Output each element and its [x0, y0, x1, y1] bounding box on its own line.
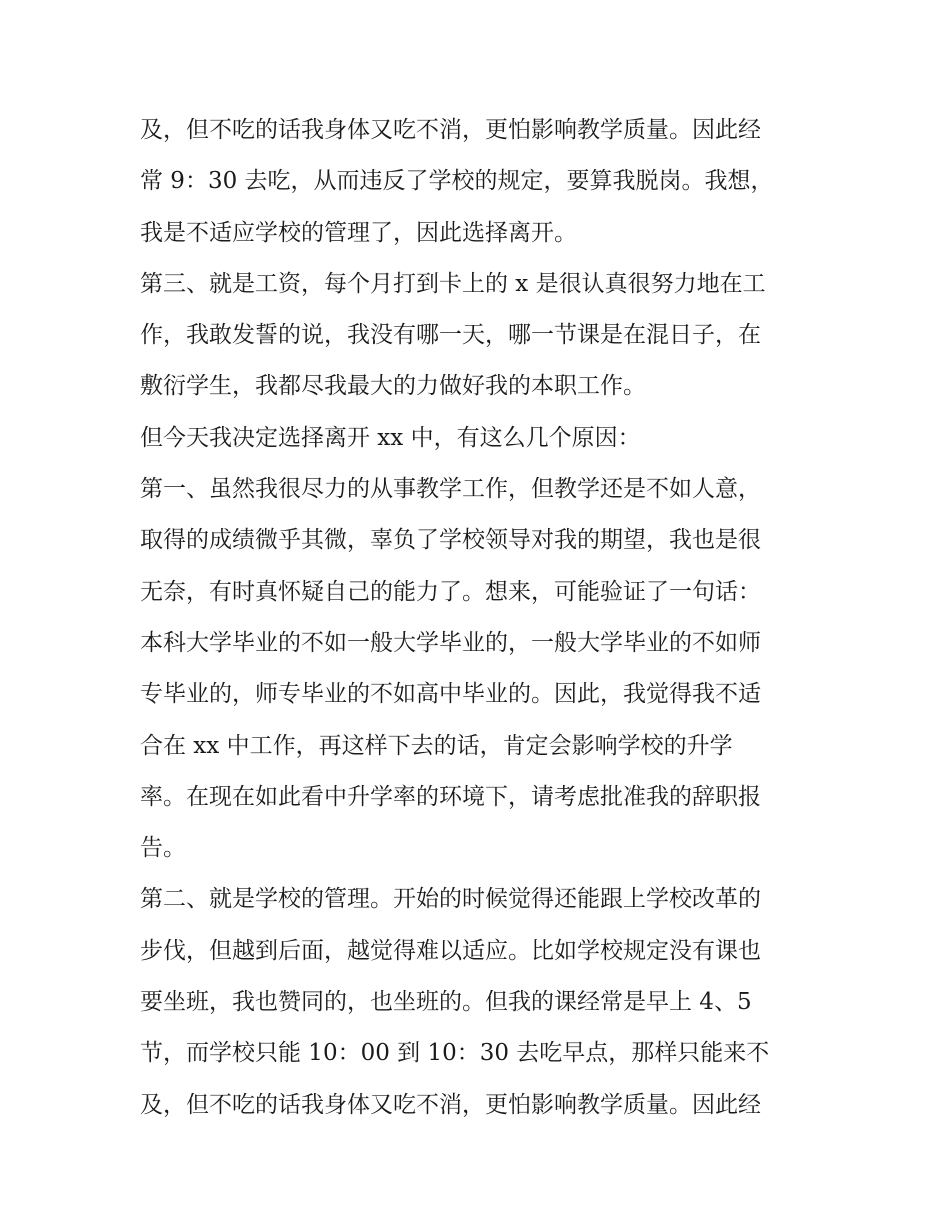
- text-line: 告。: [140, 835, 186, 862]
- text-line: 专毕业的，师专毕业的不如高中毕业的。因此，我觉得我不适: [140, 681, 761, 708]
- text-line: 率。在现在如此看中升学率的环境下，请考虑批准我的辞职报: [140, 783, 761, 810]
- text-line: 常 9：30 去吃，从而违反了学校的规定，要算我脱岗。我想，: [140, 168, 774, 195]
- document-body: [140, 108, 820, 1134]
- text-line: 敷衍学生，我都尽我最大的力做好我的本职工作。: [140, 373, 646, 400]
- text-line: 第三、就是工资，每个月打到卡上的 x 是很认真很努力地在工: [140, 270, 766, 297]
- text-line: 合在 xx 中工作，再这样下去的话，肯定会影响学校的升学: [140, 732, 733, 759]
- text-line: 我是不适应学校的管理了，因此选择离开。: [140, 219, 577, 246]
- text-line: 无奈，有时真怀疑自己的能力了。想来，可能验证了一句话：: [140, 578, 761, 605]
- text-line: 第二、就是学校的管理。开始的时候觉得还能跟上学校改革的: [140, 886, 761, 913]
- text-line: 要坐班，我也赞同的，也坐班的。但我的课经常是早上 4、5: [140, 989, 752, 1016]
- text-line: 第一、虽然我很尽力的从事教学工作，但教学还是不如人意，: [140, 476, 761, 503]
- text-line: 但今天我决定选择离开 xx 中，有这么几个原因：: [140, 424, 641, 451]
- text-line: 节，而学校只能 10：00 到 10：30 去吃早点，那样只能来不: [140, 1040, 770, 1067]
- text-line: 及，但不吃的话我身体又吃不消，更怕影响教学质量。因此经: [140, 1091, 761, 1118]
- text-line: 取得的成绩微乎其微，辜负了学校领导对我的期望，我也是很: [140, 527, 761, 554]
- text-line: 及，但不吃的话我身体又吃不消，更怕影响教学质量。因此经: [140, 117, 761, 143]
- text-line: 作，我敢发誓的说，我没有哪一天，哪一节课是在混日子，在: [140, 322, 761, 349]
- text-line: 本科大学毕业的不如一般大学毕业的，一般大学毕业的不如师: [140, 629, 761, 656]
- text-line: 步伐，但越到后面，越觉得难以适应。比如学校规定没有课也: [140, 937, 761, 964]
